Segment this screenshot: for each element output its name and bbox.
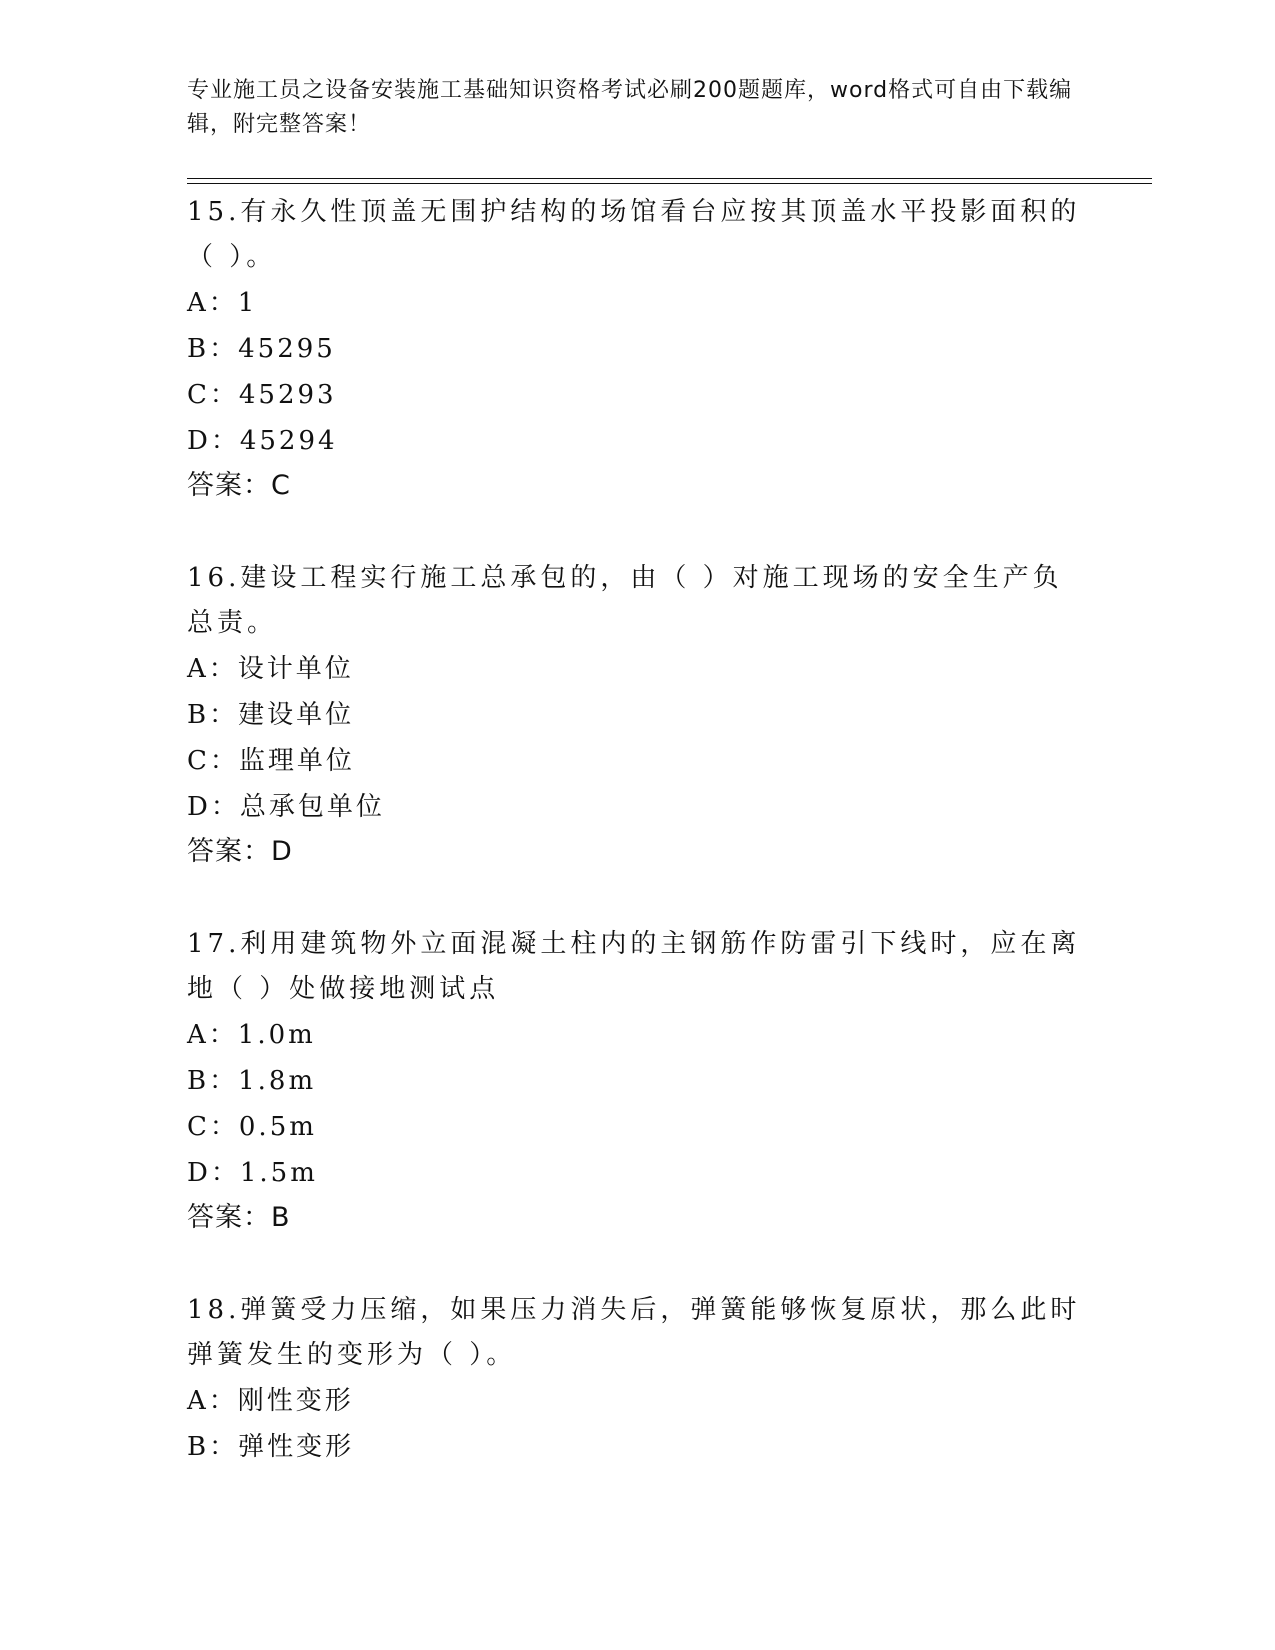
question-stem: 16.建设工程实行施工总承包的，由（ ）对施工现场的安全生产负总责。	[187, 563, 1063, 638]
option-d: D：45294	[187, 426, 338, 456]
option-c: C：45293	[187, 380, 337, 410]
header-divider-top	[187, 178, 1152, 179]
question-stem: 17.利用建筑物外立面混凝土柱内的主钢筋作防雷引下线时，应在离地（ ）处做接地测试点	[187, 929, 1081, 1004]
option-a: A：1	[187, 288, 258, 318]
option-a: A：1.0m	[187, 1020, 316, 1050]
question-15	[187, 190, 1087, 508]
question-stem: 18.弹簧受力压缩，如果压力消失后，弹簧能够恢复原状，那么此时弹簧发生的变形为（ ）。	[187, 1295, 1081, 1370]
question-17	[187, 922, 1087, 1240]
question-stem: 15.有永久性顶盖无围护结构的场馆看台应按其顶盖水平投影面积的（ ）。	[187, 197, 1081, 272]
option-d: D：总承包单位	[187, 792, 385, 822]
question-list	[187, 190, 1087, 1518]
question-16	[187, 556, 1087, 874]
question-18	[187, 1288, 1087, 1470]
option-c: C：0.5m	[187, 1112, 317, 1142]
option-b: B：弹性变形	[187, 1432, 355, 1462]
option-d: D：1.5m	[187, 1158, 318, 1188]
answer-line: 答案：B	[187, 1202, 291, 1233]
answer-line: 答案：C	[187, 470, 291, 501]
option-b: B：45295	[187, 334, 336, 364]
option-c: C：监理单位	[187, 746, 355, 776]
option-b: B：建设单位	[187, 700, 355, 730]
header-divider-bottom	[187, 183, 1152, 184]
option-b: B：1.8m	[187, 1066, 317, 1096]
option-a: A：设计单位	[187, 654, 354, 684]
answer-line: 答案：D	[187, 836, 293, 867]
option-a: A：刚性变形	[187, 1386, 354, 1416]
document-header: 专业施工员之设备安装施工基础知识资格考试必刷200题题库，word格式可自由下载编辑，附完整答案！	[187, 78, 1073, 137]
